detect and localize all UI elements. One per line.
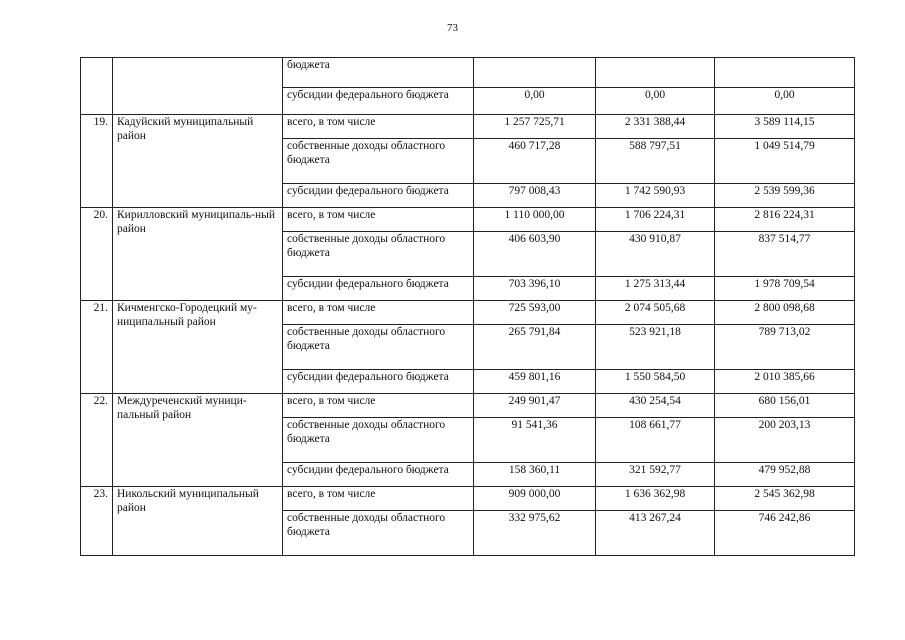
district-name-cell: Кичменгско-Городецкий му-ниципальный район: [113, 301, 283, 394]
amount-cell: 2 010 385,66: [715, 370, 855, 394]
funding-type-cell: всего, в том числе: [283, 394, 474, 418]
amount-cell: 460 717,28: [474, 139, 596, 184]
amount-cell: 789 713,02: [715, 325, 855, 370]
amount-cell: 158 360,11: [474, 463, 596, 487]
table-row: [81, 394, 855, 418]
amount-cell: 1 978 709,54: [715, 277, 855, 301]
table-row: [81, 208, 855, 232]
amount-cell: 703 396,10: [474, 277, 596, 301]
funding-type-cell: собственные доходы областного бюджета: [283, 418, 474, 463]
page-number: 73: [447, 22, 458, 34]
amount-cell: 725 593,00: [474, 301, 596, 325]
amount-cell: 2 800 098,68: [715, 301, 855, 325]
amount-cell: 332 975,62: [474, 511, 596, 556]
amount-cell: [715, 58, 855, 88]
row-number-cell: 20.: [81, 208, 113, 301]
funding-type-cell: всего, в том числе: [283, 208, 474, 232]
budget-table: [80, 57, 855, 556]
amount-cell: 1 110 000,00: [474, 208, 596, 232]
amount-cell: 430 910,87: [596, 232, 715, 277]
funding-type-cell: бюджета: [283, 58, 474, 88]
row-number-cell: [81, 58, 113, 115]
district-name-cell: [113, 58, 283, 115]
amount-cell: 413 267,24: [596, 511, 715, 556]
funding-type-cell: субсидии федерального бюджета: [283, 184, 474, 208]
amount-cell: 459 801,16: [474, 370, 596, 394]
amount-cell: 200 203,13: [715, 418, 855, 463]
amount-cell: 2 331 388,44: [596, 115, 715, 139]
amount-cell: 479 952,88: [715, 463, 855, 487]
amount-cell: 837 514,77: [715, 232, 855, 277]
amount-cell: 680 156,01: [715, 394, 855, 418]
funding-type-cell: субсидии федерального бюджета: [283, 277, 474, 301]
amount-cell: 108 661,77: [596, 418, 715, 463]
amount-cell: 1 550 584,50: [596, 370, 715, 394]
amount-cell: 1 636 362,98: [596, 487, 715, 511]
funding-type-cell: собственные доходы областного бюджета: [283, 232, 474, 277]
amount-cell: 3 589 114,15: [715, 115, 855, 139]
amount-cell: 1 257 725,71: [474, 115, 596, 139]
funding-type-cell: всего, в том числе: [283, 115, 474, 139]
amount-cell: 523 921,18: [596, 325, 715, 370]
amount-cell: 321 592,77: [596, 463, 715, 487]
amount-cell: 588 797,51: [596, 139, 715, 184]
amount-cell: 909 000,00: [474, 487, 596, 511]
district-name-cell: Никольский муниципальный район: [113, 487, 283, 556]
amount-cell: [474, 58, 596, 88]
amount-cell: 0,00: [474, 88, 596, 115]
district-name-cell: Кадуйский муниципальный район: [113, 115, 283, 208]
amount-cell: [596, 58, 715, 88]
amount-cell: 430 254,54: [596, 394, 715, 418]
amount-cell: 1 742 590,93: [596, 184, 715, 208]
amount-cell: 2 539 599,36: [715, 184, 855, 208]
funding-type-cell: собственные доходы областного бюджета: [283, 139, 474, 184]
table-row: [81, 58, 855, 88]
table-row: [81, 115, 855, 139]
amount-cell: 0,00: [596, 88, 715, 115]
amount-cell: 0,00: [715, 88, 855, 115]
funding-type-cell: собственные доходы областного бюджета: [283, 511, 474, 556]
amount-cell: 746 242,86: [715, 511, 855, 556]
funding-type-cell: всего, в том числе: [283, 301, 474, 325]
table-row: [81, 301, 855, 325]
funding-type-cell: субсидии федерального бюджета: [283, 370, 474, 394]
funding-type-cell: субсидии федерального бюджета: [283, 88, 474, 115]
row-number-cell: 22.: [81, 394, 113, 487]
amount-cell: 2 545 362,98: [715, 487, 855, 511]
table-row: [81, 487, 855, 511]
amount-cell: 2 074 505,68: [596, 301, 715, 325]
amount-cell: 249 901,47: [474, 394, 596, 418]
district-name-cell: Кирилловский муниципаль-ный район: [113, 208, 283, 301]
district-name-cell: Междуреченский муници-пальный район: [113, 394, 283, 487]
amount-cell: 1 275 313,44: [596, 277, 715, 301]
row-number-cell: 23.: [81, 487, 113, 556]
amount-cell: 797 008,43: [474, 184, 596, 208]
amount-cell: 1 049 514,79: [715, 139, 855, 184]
amount-cell: 2 816 224,31: [715, 208, 855, 232]
funding-type-cell: собственные доходы областного бюджета: [283, 325, 474, 370]
amount-cell: 265 791,84: [474, 325, 596, 370]
funding-type-cell: субсидии федерального бюджета: [283, 463, 474, 487]
amount-cell: 1 706 224,31: [596, 208, 715, 232]
amount-cell: 406 603,90: [474, 232, 596, 277]
row-number-cell: 19.: [81, 115, 113, 208]
row-number-cell: 21.: [81, 301, 113, 394]
budget-table-body: [81, 58, 855, 556]
funding-type-cell: всего, в том числе: [283, 487, 474, 511]
amount-cell: 91 541,36: [474, 418, 596, 463]
